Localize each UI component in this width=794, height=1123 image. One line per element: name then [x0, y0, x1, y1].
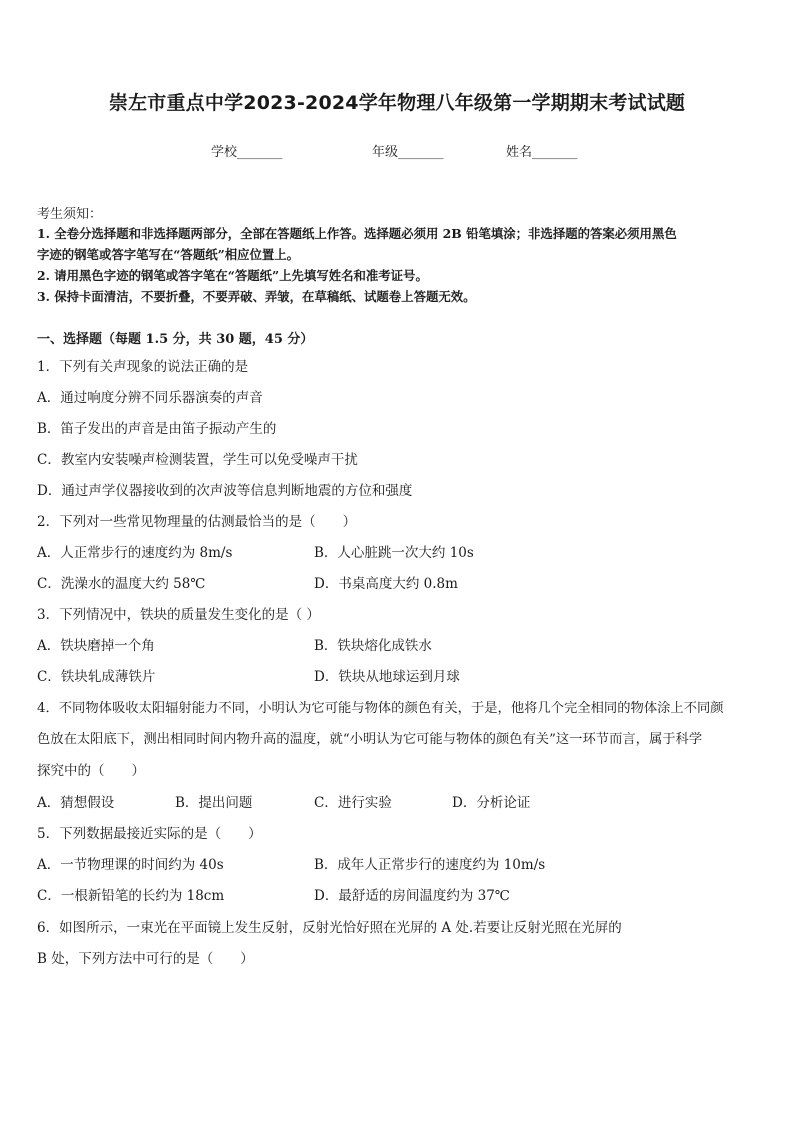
q1-option-d: D．通过声学仪器接收到的次声波等信息判断地震的方位和强度	[37, 483, 413, 499]
q1-option-b: B．笛子发出的声音是由笛子振动产生的	[37, 421, 277, 437]
notice-line-1b: 字迹的钢笔或答字笔写在“答题纸”相应位置上。	[37, 247, 300, 262]
q4-stem-line-1: 4．不同物体吸收太阳辐射能力不同，小明认为它可能与物体的颜色有关，于是，他将几个完全相同的物体涂上不同颜	[37, 701, 724, 716]
q3-stem: 3．下列情况中，铁块的质量发生变化的是（ ）	[37, 607, 320, 623]
q4-option-c: C．进行实验	[314, 795, 392, 811]
notice-line-2: 2. 请用黑色字迹的钢笔或答字笔在“答题纸”上先填写姓名和准考证号。	[37, 268, 428, 283]
q5-option-a: A．一节物理课的时间约为 40s	[37, 857, 224, 873]
grade-field: 年级_______	[372, 145, 444, 160]
section-heading: 一、选择题（每题 1.5 分，共 30 题，45 分）	[37, 332, 314, 347]
q2-option-c: C．洗澡水的温度大约 58℃	[37, 576, 206, 592]
q3-option-d: D．铁块从地球运到月球	[314, 669, 460, 685]
q5-stem: 5．下列数据最接近实际的是（ ）	[37, 826, 262, 842]
notice-line-1a: 1. 全卷分选择题和非选择题两部分，全部在答题纸上作答。选择题必须用 2B 铅笔填涂；非选择题的答案必须用黑色	[37, 226, 677, 241]
q1-stem: 1．下列有关声现象的说法正确的是	[37, 359, 249, 375]
q2-option-d: D．书桌高度大约 0.8m	[314, 576, 458, 592]
q1-option-a: A．通过响度分辨不同乐器演奏的声音	[37, 390, 263, 406]
q4-option-b: B．提出问题	[175, 795, 253, 811]
q2-option-a: A．人正常步行的速度约为 8m/s	[37, 545, 233, 561]
q6-stem-line-2: B 处，下列方法中可行的是（ ）	[37, 951, 254, 967]
q4-stem-line-2: 色放在太阳底下，测出相同时间内物升高的温度，就“小明认为它可能与物体的颜色有关”这一环节而言，属于科学	[37, 732, 703, 747]
q4-option-d: D．分析论证	[452, 795, 531, 811]
q3-option-c: C．铁块轧成薄铁片	[37, 669, 156, 685]
q1-option-c: C．教室内安装噪声检测装置，学生可以免受噪声干扰	[37, 452, 358, 468]
q2-stem: 2．下列对一些常见物理量的估测最恰当的是（ ）	[37, 514, 357, 530]
q6-stem-line-1: 6．如图所示，一束光在平面镜上发生反射，反射光恰好照在光屏的 A 处.若要让反射光照在光屏的	[37, 920, 622, 936]
q4-stem-line-3: 探究中的（ ）	[37, 763, 145, 779]
q5-option-c: C．一根新铅笔的长约为 18cm	[37, 888, 225, 904]
q4-option-a: A．猜想假设	[37, 795, 115, 811]
q5-option-d: D．最舒适的房间温度约为 37℃	[314, 888, 510, 904]
q3-option-a: A．铁块磨掉一个角	[37, 638, 155, 654]
page-title: 崇左市重点中学2023-2024学年物理八年级第一学期期末考试试题	[108, 92, 686, 114]
q5-option-b: B．成年人正常步行的速度约为 10m/s	[314, 857, 546, 873]
school-field: 学校_______	[211, 145, 283, 160]
notice-heading: 考生须知：	[37, 207, 103, 222]
notice-line-3: 3. 保持卡面清洁，不要折叠，不要弄破、弄皱，在草稿纸、试题卷上答题无效。	[37, 289, 476, 304]
q3-option-b: B．铁块熔化成铁水	[314, 638, 432, 654]
name-field: 姓名_______	[506, 145, 578, 160]
q2-option-b: B．人心脏跳一次大约 10s	[314, 545, 474, 561]
